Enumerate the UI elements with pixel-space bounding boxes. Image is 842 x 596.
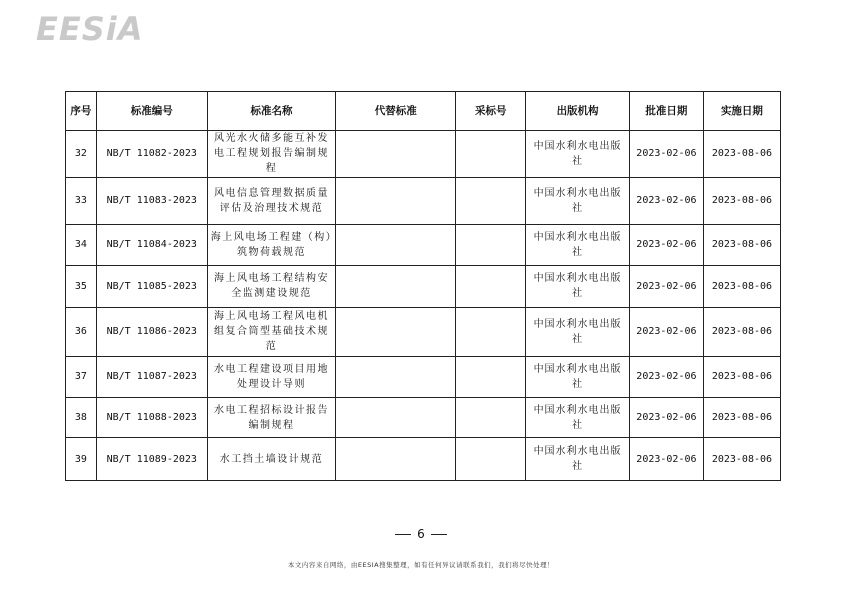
- header-name: 标准名称: [207, 92, 335, 131]
- dash-left: [395, 534, 411, 535]
- header-replace: 代替标准: [336, 92, 456, 131]
- cell-code: NB/T 11089-2023: [96, 438, 207, 481]
- cell-implement-date: 2023-08-06: [703, 225, 780, 265]
- cell-approve-date: 2023-02-06: [629, 265, 703, 307]
- header-implement-date: 实施日期: [703, 92, 780, 131]
- cell-replace: [336, 131, 456, 178]
- cell-publisher: 中国水利水电出版社: [526, 438, 630, 481]
- cell-replace: [336, 177, 456, 225]
- cell-code: NB/T 11086-2023: [96, 308, 207, 357]
- table-row: [66, 438, 781, 481]
- cell-approve-date: 2023-02-06: [629, 225, 703, 265]
- table-row: [66, 398, 781, 438]
- header-adopt: 采标号: [456, 92, 526, 131]
- cell-publisher: 中国水利水电出版社: [526, 225, 630, 265]
- cell-code: NB/T 11085-2023: [96, 265, 207, 307]
- cell-approve-date: 2023-02-06: [629, 308, 703, 357]
- table-header-row: [66, 92, 781, 131]
- page-number-value: 6: [417, 527, 425, 541]
- table-body: [66, 131, 781, 481]
- table-row: [66, 265, 781, 307]
- dash-right: [431, 534, 447, 535]
- cell-publisher: 中国水利水电出版社: [526, 177, 630, 225]
- footer-disclaimer: 本文内容来自网络，由EESIA搜集整理，如有任何异议请联系我们，我们将尽快处理！: [287, 561, 555, 569]
- cell-replace: [336, 308, 456, 357]
- cell-replace: [336, 438, 456, 481]
- table-row: [66, 225, 781, 265]
- cell-adopt: [456, 438, 526, 481]
- cell-publisher: 中国水利水电出版社: [526, 265, 630, 307]
- cell-code: NB/T 11083-2023: [96, 177, 207, 225]
- cell-code: NB/T 11082-2023: [96, 131, 207, 178]
- cell-serial: 32: [66, 131, 97, 178]
- cell-adopt: [456, 308, 526, 357]
- header-publisher: 出版机构: [526, 92, 630, 131]
- cell-name: 海上风电场工程结构安全监测建设规范: [207, 265, 335, 307]
- cell-adopt: [456, 131, 526, 178]
- cell-serial: 39: [66, 438, 97, 481]
- cell-adopt: [456, 177, 526, 225]
- cell-approve-date: 2023-02-06: [629, 356, 703, 397]
- header-code: 标准编号: [96, 92, 207, 131]
- cell-implement-date: 2023-08-06: [703, 398, 780, 438]
- header-approve-date: 批准日期: [629, 92, 703, 131]
- cell-name: 水工挡土墙设计规范: [207, 438, 335, 481]
- cell-code: NB/T 11084-2023: [96, 225, 207, 265]
- cell-serial: 38: [66, 398, 97, 438]
- header-serial: 序号: [66, 92, 97, 131]
- cell-name: 水电工程建设项目用地处理设计导则: [207, 356, 335, 397]
- cell-implement-date: 2023-08-06: [703, 438, 780, 481]
- cell-name: 海上风电场工程风电机组复合筒型基础技术规范: [207, 308, 335, 357]
- cell-code: NB/T 11087-2023: [96, 356, 207, 397]
- cell-serial: 37: [66, 356, 97, 397]
- table-row: [66, 131, 781, 178]
- cell-adopt: [456, 398, 526, 438]
- table-row: [66, 308, 781, 357]
- cell-approve-date: 2023-02-06: [629, 438, 703, 481]
- cell-publisher: 中国水利水电出版社: [526, 131, 630, 178]
- cell-code: NB/T 11088-2023: [96, 398, 207, 438]
- cell-implement-date: 2023-08-06: [703, 356, 780, 397]
- table-row: [66, 177, 781, 225]
- cell-serial: 33: [66, 177, 97, 225]
- cell-implement-date: 2023-08-06: [703, 177, 780, 225]
- cell-implement-date: 2023-08-06: [703, 308, 780, 357]
- cell-adopt: [456, 356, 526, 397]
- cell-adopt: [456, 225, 526, 265]
- cell-replace: [336, 398, 456, 438]
- cell-publisher: 中国水利水电出版社: [526, 308, 630, 357]
- cell-adopt: [456, 265, 526, 307]
- cell-approve-date: 2023-02-06: [629, 131, 703, 178]
- cell-approve-date: 2023-02-06: [629, 398, 703, 438]
- cell-approve-date: 2023-02-06: [629, 177, 703, 225]
- cell-serial: 34: [66, 225, 97, 265]
- standards-table: [65, 91, 781, 481]
- eesia-logo: EESiA: [36, 10, 144, 48]
- cell-name: 海上风电场工程建（构）筑物荷载规范: [207, 225, 335, 265]
- page-number: [0, 527, 842, 541]
- cell-name: 风光水火储多能互补发电工程规划报告编制规程: [207, 131, 335, 178]
- cell-implement-date: 2023-08-06: [703, 131, 780, 178]
- table-row: [66, 356, 781, 397]
- cell-replace: [336, 356, 456, 397]
- cell-replace: [336, 265, 456, 307]
- cell-name: 风电信息管理数据质量评估及治理技术规范: [207, 177, 335, 225]
- cell-replace: [336, 225, 456, 265]
- cell-name: 水电工程招标设计报告编制规程: [207, 398, 335, 438]
- cell-serial: 36: [66, 308, 97, 357]
- cell-implement-date: 2023-08-06: [703, 265, 780, 307]
- cell-publisher: 中国水利水电出版社: [526, 398, 630, 438]
- cell-serial: 35: [66, 265, 97, 307]
- cell-publisher: 中国水利水电出版社: [526, 356, 630, 397]
